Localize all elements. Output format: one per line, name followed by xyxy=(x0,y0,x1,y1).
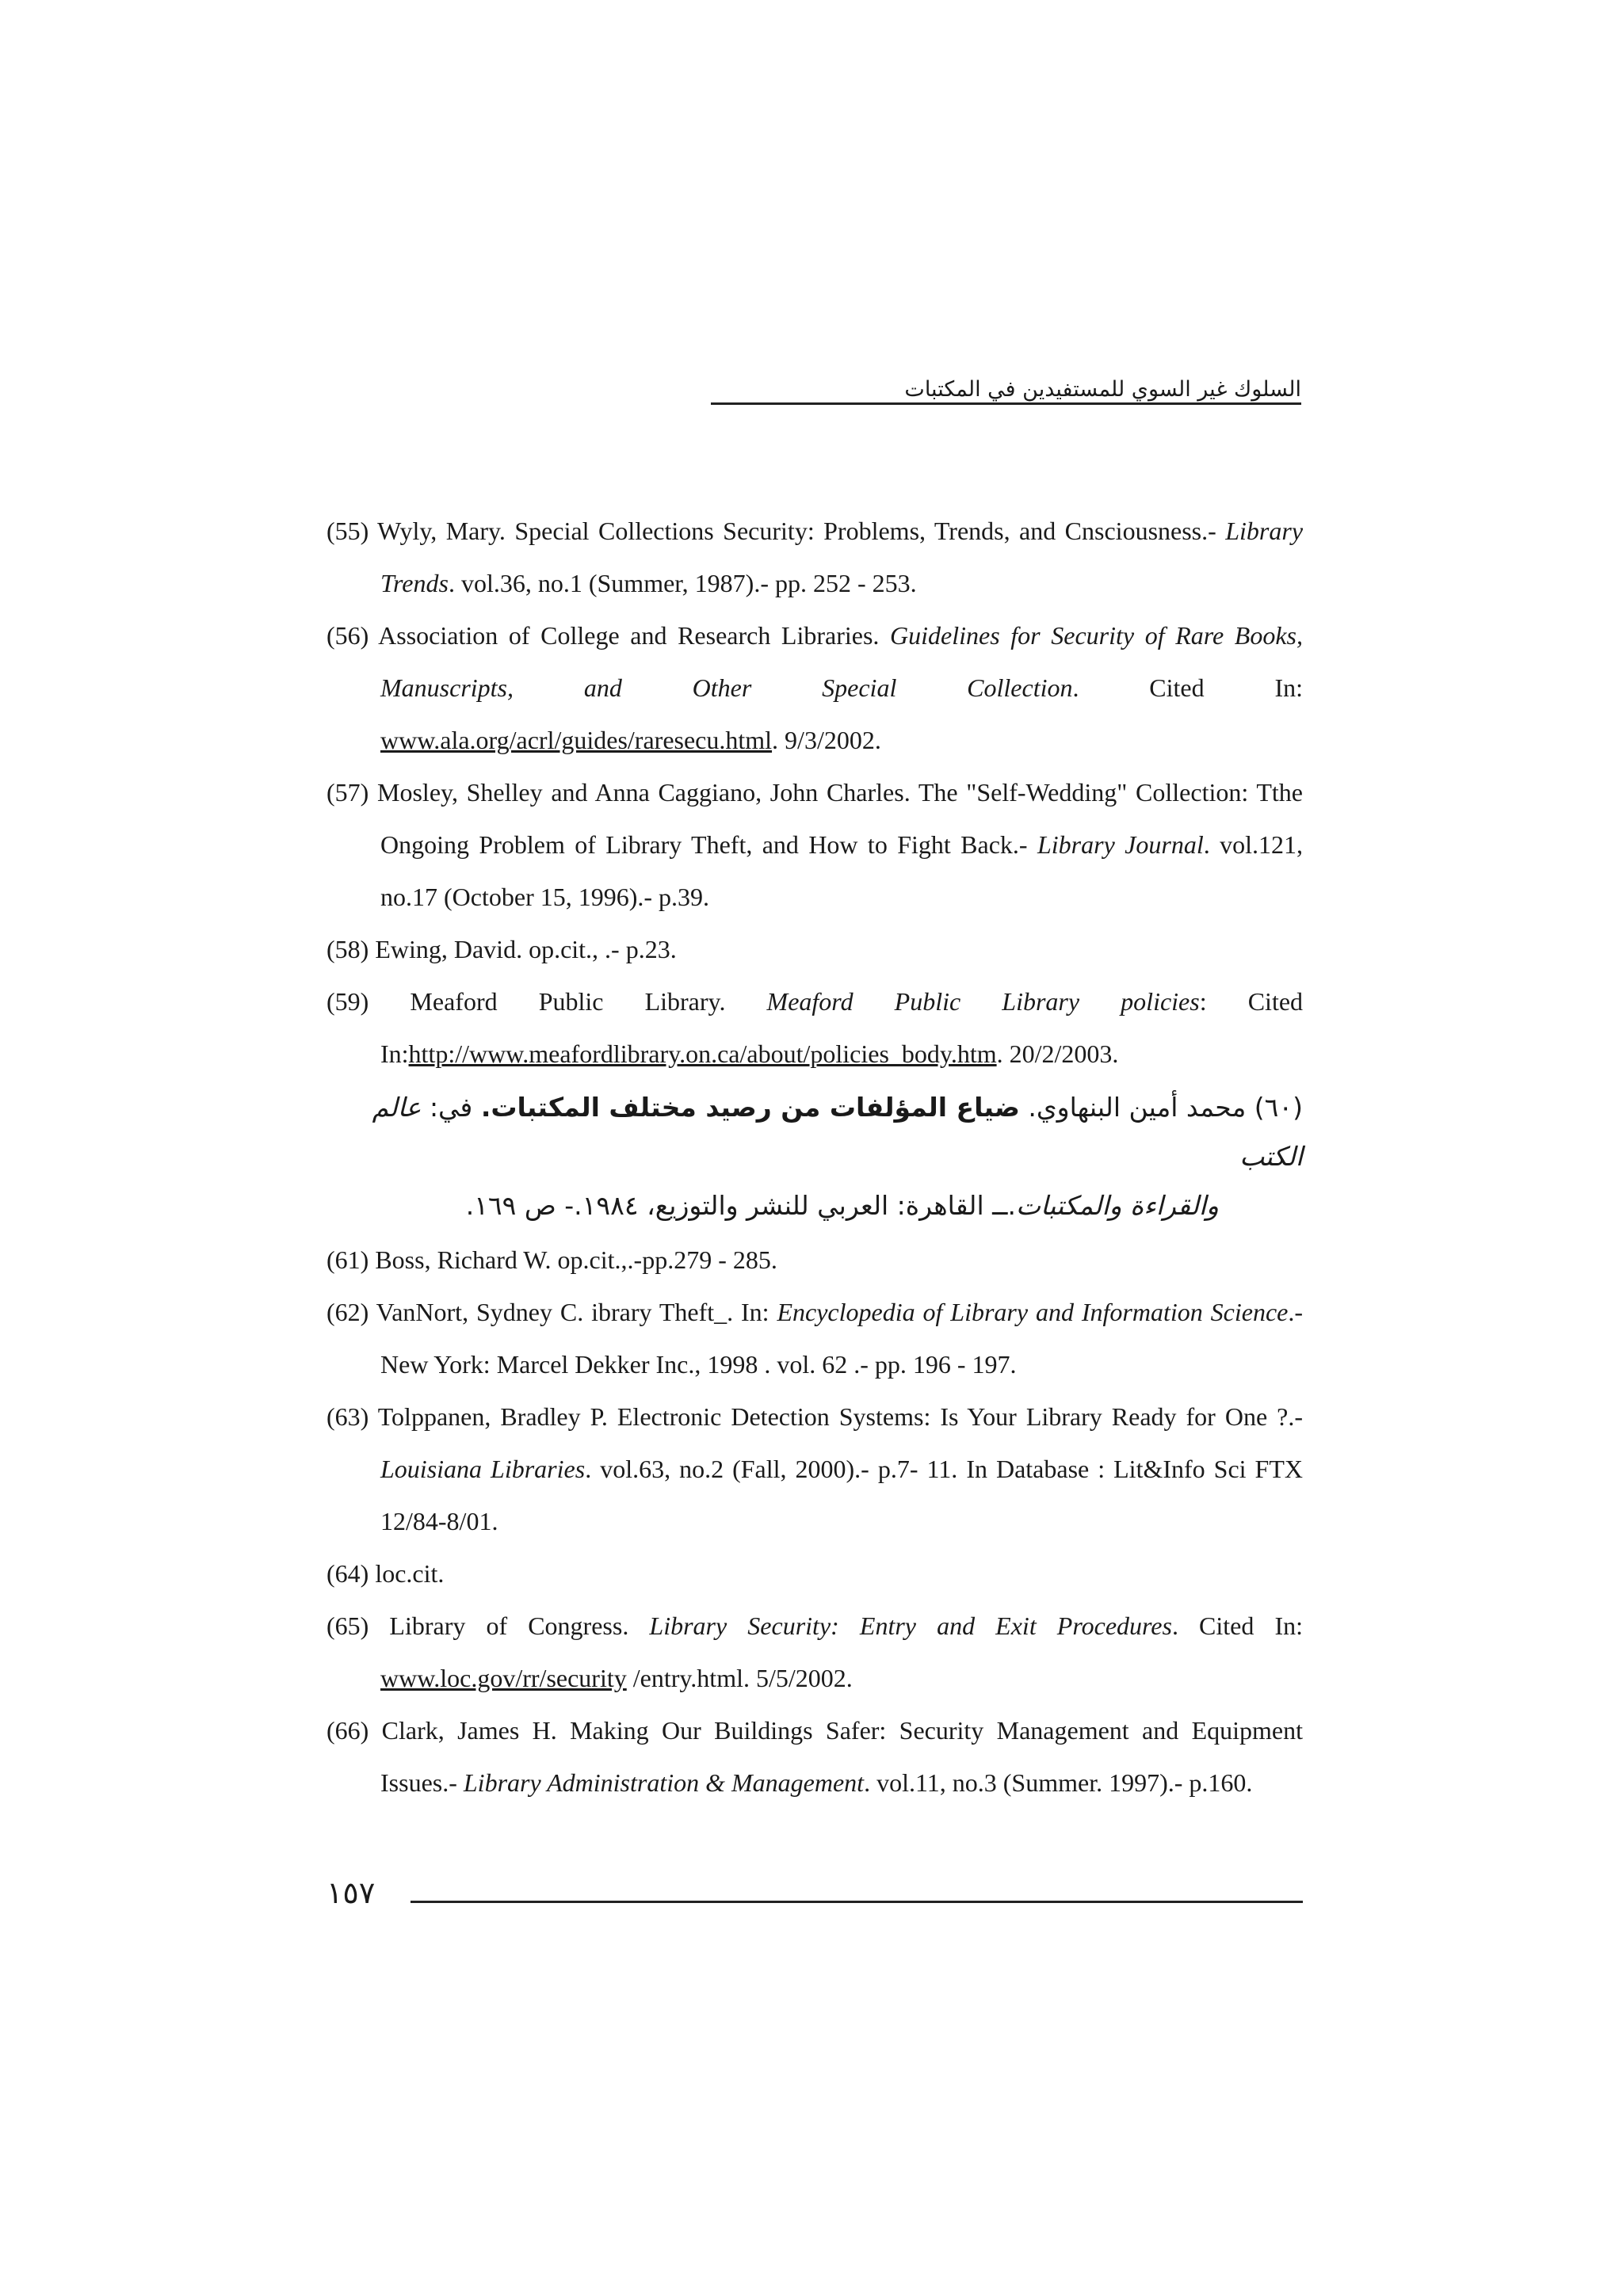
ref-text: : Cited In: xyxy=(380,987,1304,1068)
footer-rule xyxy=(411,1901,1303,1903)
ref-source-title: Library Security: Entry and Exit Procedures xyxy=(649,1611,1172,1640)
ref-text: Boss, Richard W. op.cit.,.-pp.279 - 285. xyxy=(375,1245,777,1274)
ref-source-title: Guidelines for Security of Rare Books, Manuscripts, and Other Special Collection xyxy=(380,621,1304,702)
ref-link[interactable]: www.ala.org/acrl/guides/raresecu.html xyxy=(380,726,773,754)
ref-text: . Cited In: xyxy=(1072,673,1303,702)
ref-text: . vol.63, no.2 (Fall, 2000).- p.7- 11. In Database : Lit&Info Sci FTX 12/84-8/01. xyxy=(380,1455,1304,1535)
running-title: السلوك غير السوي للمستفيدين في المكتبات xyxy=(904,377,1301,402)
reference-item xyxy=(327,1600,1303,1704)
ref-number: (57) xyxy=(327,778,378,807)
reference-item xyxy=(327,766,1303,923)
ref-number: (56) xyxy=(327,621,379,650)
ref-text: . vol.121, no.17 (October 15, 1996).- p.39. xyxy=(380,830,1304,911)
ref-source-part2: والقراءة والمكتبات xyxy=(1015,1190,1219,1221)
ref-source-title: Meaford Public Library policies xyxy=(766,987,1200,1016)
ref-number: (66) xyxy=(327,1716,382,1745)
ref-number: (63) xyxy=(327,1402,378,1431)
ref-text: Mosley, Shelley and Anna Caggiano, John Charles. The "Self-Wedding" Collection: Tthe Ongoing Problem of Library Theft, and How to Fight Back.- xyxy=(377,778,1304,859)
ref-number: (55) xyxy=(327,517,378,545)
ref-source-title: Louisiana Libraries xyxy=(380,1455,586,1483)
ref-source-title: Library Administration & Management xyxy=(463,1768,865,1797)
references-group-1 xyxy=(327,505,1303,1080)
reference-item xyxy=(327,505,1303,609)
ref-text: Ewing, David. op.cit., .- p.23. xyxy=(375,935,677,963)
ref-number: (64) xyxy=(327,1559,376,1588)
reference-item xyxy=(327,1234,1303,1286)
ref-source-part1: عالم الكتب xyxy=(372,1092,1303,1172)
ref-source-title: Library Trends xyxy=(380,517,1304,597)
ref-text: Library of Congress. xyxy=(389,1611,650,1640)
references-group-2 xyxy=(327,1234,1303,1809)
ref-number: (58) xyxy=(327,935,376,963)
ref-text: Clark, James H. Making Our Buildings Safer: Security Management and Equipment Issues.- xyxy=(380,1716,1303,1797)
ref-text: loc.cit. xyxy=(375,1559,445,1588)
ref-text: Tolppanen, Bradley P. Electronic Detection Systems: Is Your Library Ready for One ?.- xyxy=(377,1402,1304,1431)
header-rule xyxy=(711,402,1301,405)
ref-text: . 9/3/2002. xyxy=(772,726,881,754)
ref-source-title: Encyclopedia of Library and Information Science xyxy=(777,1298,1289,1326)
ref-text: . vol.36, no.1 (Summer, 1987).- pp. 252 - 253. xyxy=(448,569,917,597)
reference-item xyxy=(327,1547,1303,1600)
ref-number: (65) xyxy=(327,1611,390,1640)
ref-source-title: Library Journal xyxy=(1037,830,1204,859)
reference-arabic-60 xyxy=(327,1083,1303,1230)
ref-text: VanNort, Sydney C. ibrary Theft_. In: xyxy=(376,1298,777,1326)
ref-author: محمد أمين البنهاوي. xyxy=(1028,1092,1247,1123)
ref-text: . Cited In: xyxy=(1171,1611,1303,1640)
page-footer xyxy=(327,1875,1303,1923)
ref-in-label: في: xyxy=(429,1092,473,1123)
ref-text: Association of College and Research Libraries. xyxy=(378,621,891,650)
ref-number: (59) xyxy=(327,987,411,1016)
ref-link[interactable]: www.loc.gov/rr/security xyxy=(380,1664,627,1692)
ref-number: (61) xyxy=(327,1245,376,1274)
page-number: ١٥٧ xyxy=(327,1875,376,1910)
ref-text: Wyly, Mary. Special Collections Security: Problems, Trends, and Cnsciousness.- xyxy=(377,517,1226,545)
ref-publication: .ــ القاهرة: العربي للنشر والتوزيع، ١٩٨٤.- ص ١٦٩. xyxy=(465,1190,1016,1221)
reference-item xyxy=(327,923,1303,975)
reference-item xyxy=(327,1286,1303,1390)
ref-text: Meaford Public Library. xyxy=(410,987,767,1016)
reference-item xyxy=(327,1390,1303,1547)
references-list xyxy=(327,505,1303,1809)
reference-item xyxy=(327,609,1303,766)
ref-text: .- New York: Marcel Dekker Inc., 1998 . vol. 62 .- pp. 196 - 197. xyxy=(380,1298,1304,1379)
reference-item xyxy=(327,975,1303,1080)
ref-text: . vol.11, no.3 (Summer. 1997).- p.160. xyxy=(864,1768,1253,1797)
ref-title: ضياع المؤلفات من رصيد مختلف المكتبات. xyxy=(480,1092,1020,1123)
page-header xyxy=(327,377,1301,409)
ref-number: (٦٠) xyxy=(1254,1092,1303,1123)
ref-link[interactable]: http://www.meafordlibrary.on.ca/about/policies_body.htm xyxy=(408,1039,997,1068)
ref-text: . 20/2/2003. xyxy=(996,1039,1119,1068)
ref-text: /entry.html. 5/5/2002. xyxy=(626,1664,853,1692)
ref-number: (62) xyxy=(327,1298,376,1326)
reference-item xyxy=(327,1704,1303,1809)
